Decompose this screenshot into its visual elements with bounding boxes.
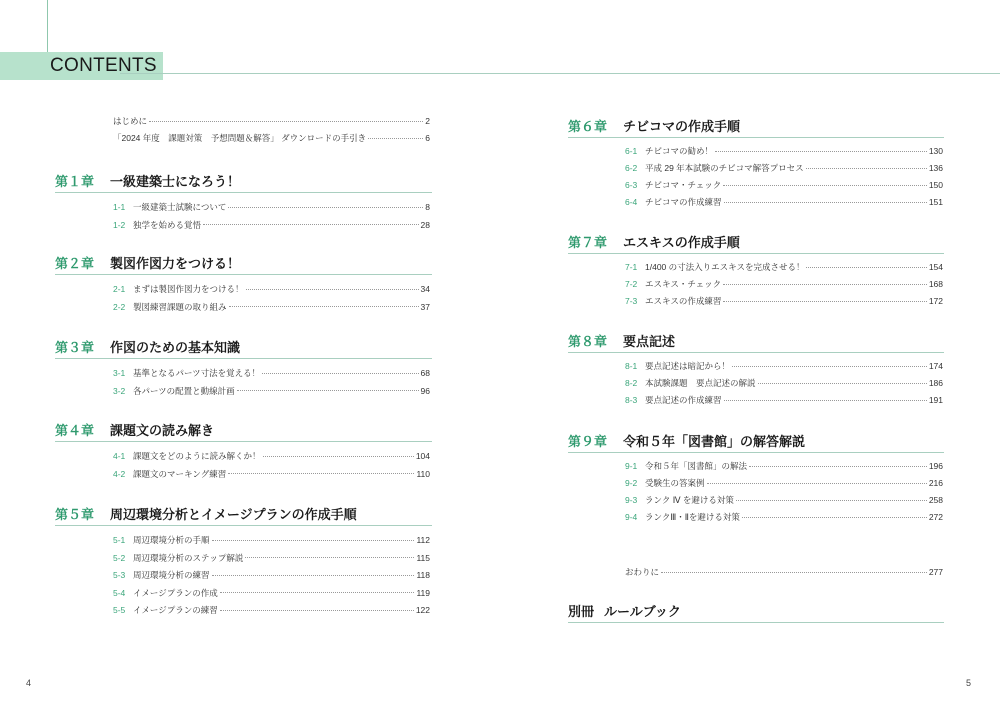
chapter-title: エスキスの作成手順 (623, 235, 740, 250)
section-title: 要点記述は暗記から！ (645, 361, 731, 371)
toc-entry[interactable] (113, 466, 430, 482)
toc-entry[interactable] (625, 358, 943, 374)
page-ref: 277 (928, 567, 943, 577)
toc-entry[interactable] (113, 448, 430, 464)
toc-entry[interactable] (113, 532, 430, 548)
section-number: 5-3 (113, 570, 126, 580)
page-ref: 28 (420, 219, 430, 230)
section-title: 1/400 の寸法入りエスキスを完成させる！ (645, 262, 805, 272)
toc-entry[interactable] (625, 492, 943, 508)
leader-dots (212, 575, 415, 576)
section-number: 9-4 (625, 512, 638, 522)
chapter-title: 一級建築士になろう！ (110, 174, 241, 189)
section-title: まずは製図作図力をつける！ (133, 284, 244, 294)
page-title: CONTENTS (50, 55, 157, 76)
section-title: チビコマ・チェック (645, 180, 722, 190)
leader-dots (212, 540, 415, 541)
chapter-number: 第５章 (55, 507, 95, 522)
section-title: 独学を始める覚悟 (133, 219, 202, 230)
section-number: 2-2 (113, 301, 126, 312)
section-title: ランク Ⅳ を避ける対策 (645, 495, 734, 505)
leader-dots (749, 466, 927, 467)
chapter-number: 第１章 (55, 174, 95, 189)
section-title: チビコマの勧め！ (645, 146, 714, 156)
leader-dots (723, 301, 926, 302)
leader-dots (263, 456, 414, 457)
section-title: エスキス・チェック (645, 279, 722, 289)
page-number-right: 5 (966, 678, 972, 688)
toc-entry[interactable] (625, 293, 943, 309)
toc-entry[interactable] (113, 550, 430, 566)
leader-dots (229, 306, 419, 307)
leader-dots (742, 517, 927, 518)
toc-entry[interactable] (625, 194, 943, 210)
page-ref: 136 (928, 163, 943, 173)
page-ref: 130 (928, 146, 943, 156)
leader-dots (723, 284, 927, 285)
page-ref: 151 (928, 197, 943, 207)
section-title: 課題文のマーキング練習 (133, 468, 227, 479)
toc-entry[interactable] (113, 602, 430, 618)
leader-dots (368, 138, 423, 139)
leader-dots (245, 557, 414, 558)
toc-entry[interactable] (113, 567, 430, 583)
toc-entry[interactable] (113, 199, 430, 215)
toc-entry[interactable] (625, 259, 943, 275)
leader-dots (723, 185, 927, 186)
toc-entry[interactable] (625, 276, 943, 292)
leader-dots (661, 572, 927, 573)
section-number: 6-1 (625, 146, 638, 156)
section-number: 3-2 (113, 385, 126, 396)
page-ref: 6 (425, 133, 430, 143)
section-number: 8-1 (625, 361, 638, 371)
toc-entry[interactable] (625, 160, 943, 176)
page-ref: 168 (928, 279, 943, 289)
toc-entry[interactable] (625, 392, 943, 408)
chapter-number: 第２章 (55, 256, 95, 271)
page-ref: 34 (420, 284, 430, 294)
section-title: イメージプランの練習 (133, 605, 218, 615)
section-number: 7-1 (625, 262, 638, 272)
page-ref: 104 (415, 451, 430, 461)
leader-dots (220, 592, 415, 593)
leader-dots (228, 207, 423, 208)
chapter-title: 製図作図力をつける！ (110, 256, 241, 271)
section-title: 基準となるパーツ寸法を覚える！ (133, 368, 261, 378)
section-number: 9-2 (625, 478, 638, 488)
leader-dots (732, 366, 927, 367)
leader-dots (724, 400, 927, 401)
section-title: 各パーツの配置と動線計画 (133, 385, 235, 396)
section-title: 平成 29 年本試験のチビコマ解答プロセス (645, 163, 804, 173)
leader-dots (237, 390, 419, 391)
section-title: ランクⅢ・Ⅱを避ける対策 (645, 512, 740, 522)
page-ref: 8 (425, 202, 430, 212)
section-title: 周辺環境分析のステップ解説 (133, 552, 244, 563)
section-number: 5-5 (113, 605, 126, 615)
toc-entry[interactable] (625, 475, 943, 491)
page-ref: 110 (416, 468, 430, 479)
page-ref: 216 (928, 478, 943, 488)
toc-entry[interactable] (625, 143, 943, 159)
toc-entry[interactable] (113, 130, 430, 146)
section-title: イメージプランの作成 (133, 587, 218, 598)
toc-entry[interactable] (625, 564, 943, 580)
supplement-title: ルールブック (604, 604, 681, 619)
section-number: 6-4 (625, 197, 638, 207)
page-ref: 196 (928, 461, 943, 471)
chapter-number: 第８章 (568, 334, 608, 349)
page-number-left: 4 (26, 678, 32, 688)
toc-entry[interactable] (625, 177, 943, 193)
section-number: 5-4 (113, 587, 126, 598)
leader-dots (149, 121, 423, 122)
chapter-heading[interactable] (55, 503, 432, 526)
chapter-title: 作図のための基本知識 (110, 340, 241, 355)
section-title: チビコマの作成練習 (645, 197, 722, 207)
chapter-number: 第３章 (55, 340, 95, 355)
supplement-heading[interactable] (568, 600, 944, 623)
leader-dots (203, 224, 419, 225)
section-title: 周辺環境分析の手順 (133, 535, 210, 545)
chapter-heading[interactable] (568, 115, 944, 138)
leader-dots (758, 383, 927, 384)
toc-entry[interactable] (625, 375, 943, 391)
leader-dots (806, 168, 927, 169)
section-number: 8-3 (625, 395, 638, 405)
section-number: 8-2 (625, 378, 638, 388)
leader-dots (806, 267, 926, 268)
toc-entry[interactable] (113, 365, 430, 381)
chapter-title: 課題文の読み解き (110, 423, 215, 438)
toc-entry[interactable] (113, 585, 430, 601)
section-title: 受験生の答案例 (645, 478, 705, 488)
leader-dots (220, 610, 414, 611)
page-ref: 186 (928, 378, 943, 388)
chapter-title: チビコマの作成手順 (623, 119, 741, 134)
section-title: 一級建築士試験について (133, 202, 227, 212)
leader-dots (736, 500, 927, 501)
page-ref: 150 (928, 180, 943, 190)
chapter-title: 令和５年「図書館」の解答解説 (623, 434, 806, 449)
page-ref: 272 (928, 512, 943, 522)
chapter-number: 第４章 (55, 423, 95, 438)
section-title: おわりに (625, 567, 660, 577)
toc-entry[interactable] (113, 383, 430, 399)
toc-entry[interactable] (113, 281, 430, 297)
chapter-number: 第７章 (568, 235, 608, 250)
section-number: 4-1 (113, 451, 126, 461)
page-ref: 172 (928, 296, 943, 306)
section-number: 5-1 (113, 535, 126, 545)
page-ref: 68 (420, 368, 430, 378)
section-number: 1-1 (113, 202, 126, 212)
page-ref: 258 (928, 495, 943, 505)
chapter-number: 第６章 (568, 119, 608, 134)
section-number: 4-2 (113, 468, 126, 479)
page-ref: 112 (416, 535, 430, 545)
toc-entry[interactable] (625, 509, 943, 525)
section-title: 課題文をどのように読み解くか！ (133, 451, 261, 461)
chapter-heading[interactable] (55, 170, 432, 193)
section-title: 要点記述の作成練習 (645, 395, 722, 405)
page-ref: 154 (928, 262, 943, 272)
section-title: はじめに (113, 116, 148, 126)
chapter-number: 第９章 (568, 434, 608, 449)
leader-dots (724, 202, 927, 203)
chapter-heading[interactable] (568, 430, 944, 453)
page-ref: 191 (928, 395, 943, 405)
toc-entry[interactable] (113, 113, 430, 129)
supplement-number: 別冊 (568, 604, 595, 619)
page-ref: 119 (416, 587, 430, 598)
section-number: 6-2 (625, 163, 638, 173)
chapter-title: 要点記述 (623, 334, 676, 349)
page-ref: 174 (928, 361, 943, 371)
chapter-title: 周辺環境分析とイメージプランの作成手順 (110, 507, 357, 522)
leader-dots (715, 151, 927, 152)
section-number: 9-1 (625, 461, 638, 471)
chapter-heading[interactable] (55, 252, 432, 275)
section-number: 6-3 (625, 180, 638, 190)
chapter-heading[interactable] (55, 336, 432, 359)
section-title: エスキスの作成練習 (645, 296, 722, 306)
toc-entry[interactable] (113, 217, 430, 233)
page-ref: 2 (425, 116, 430, 126)
section-number: 1-2 (113, 219, 126, 230)
section-title: 令和５年「図書館」の解法 (645, 461, 748, 471)
page-ref: 118 (416, 570, 430, 580)
section-number: 9-3 (625, 495, 638, 505)
page-ref: 115 (416, 552, 430, 563)
section-number: 5-2 (113, 552, 126, 563)
section-title: 本試験課題 要点記述の解説 (645, 378, 756, 388)
chapter-heading[interactable] (55, 419, 432, 442)
page-ref: 96 (420, 385, 430, 396)
leader-dots (707, 483, 927, 484)
section-number: 7-2 (625, 279, 638, 289)
section-title: 周辺環境分析の練習 (133, 570, 210, 580)
section-title: 製図練習課題の取り組み (133, 301, 227, 312)
chapter-heading[interactable] (568, 231, 944, 254)
section-title: 「2024 年度 課題対策 予想問題＆解答」 ダウンロードの手引き (113, 133, 367, 143)
chapter-heading[interactable] (568, 330, 944, 353)
page-ref: 37 (420, 301, 430, 312)
leader-dots (228, 473, 414, 474)
toc-entry[interactable] (625, 458, 943, 474)
section-number: 7-3 (625, 296, 638, 306)
page-ref: 122 (415, 605, 430, 615)
section-number: 3-1 (113, 368, 126, 378)
leader-dots (246, 289, 419, 290)
section-number: 2-1 (113, 284, 126, 294)
header-rule (120, 73, 1000, 74)
leader-dots (262, 373, 418, 374)
toc-entry[interactable] (113, 299, 430, 315)
